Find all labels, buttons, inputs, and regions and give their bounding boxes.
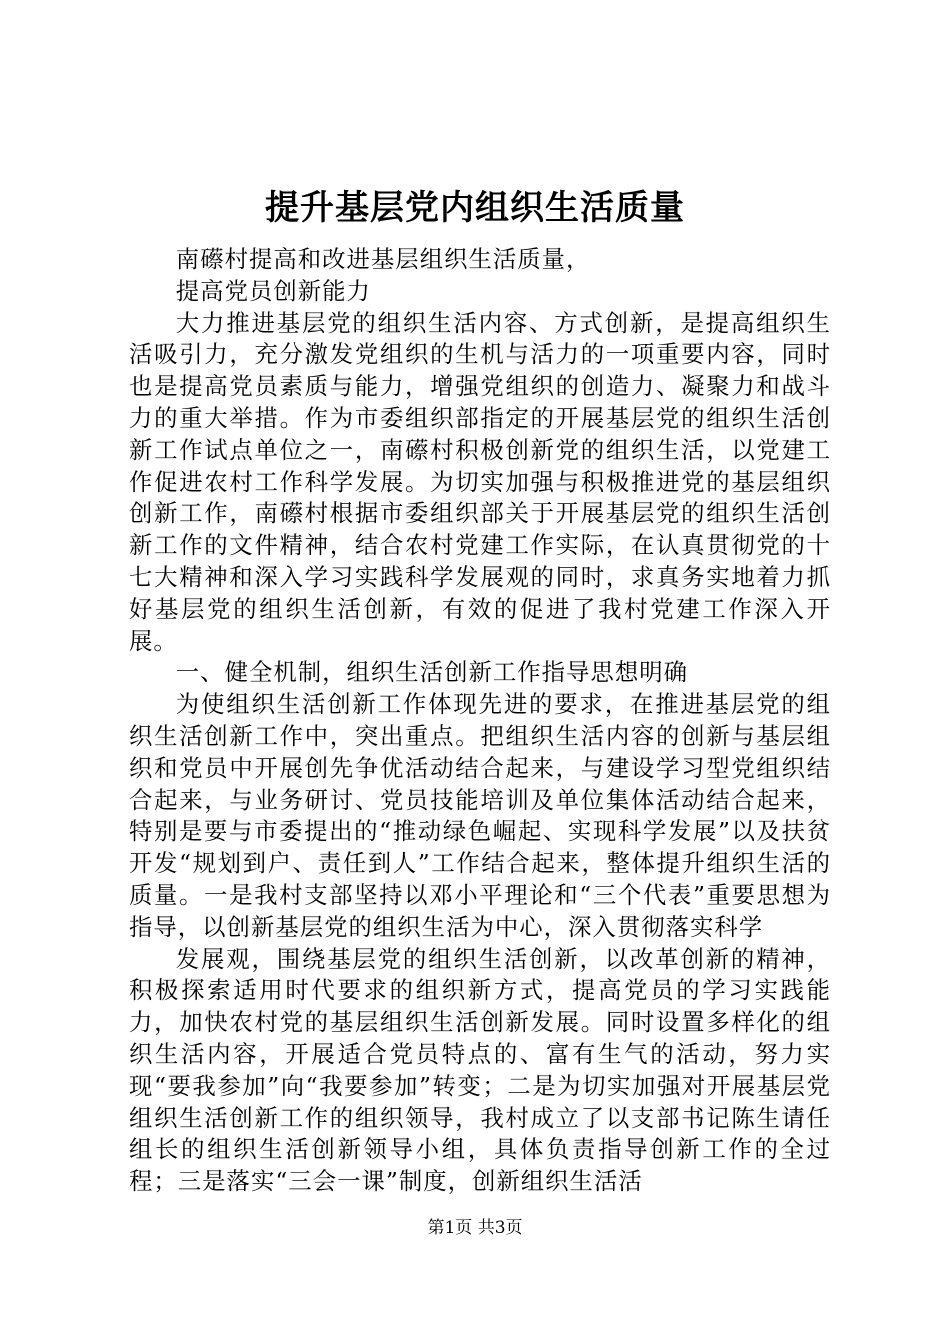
document-body: [129, 244, 831, 1198]
paragraph-section-1-a: 为使组织生活创新工作体现先进的要求，在推进基层党的组织生活创新工作中，突出重点。把组织生活内容的创新与基层组织和党员中开展创先争优活动结合起来，与建设学习型党组织结合起来，与业务研讨、党员技能培训及单位集体活动结合起来，特别是要与市委提出的“推动绿色崛起、实现科学发展”以及扶贫开发“规划到户、责任到人”工作结合起来，整体提升组织生活的质量。一是我村支部坚持以邓小平理论和“三个代表”重要思想为指导，以创新基层党的组织生活为中心，深入贯彻落实科学: [129, 690, 831, 941]
section-heading-1: 一、健全机制，组织生活创新工作指导思想明确: [175, 658, 688, 687]
paragraph-section-1-b: 发展观，围绕基层党的组织生活创新，以改革创新的精神，积极探索适用时代要求的组织新方式，提高党员的学习实践能力，加快农村党的基层组织生活创新发展。同时设置多样化的组织生活内容，开展适合党员特点的、富有生气的活动，努力实现“要我参加”向“我要参加”转变；二是为切实加强对开展基层党组织生活创新工作的组织领导，我村成立了以支部书记陈生请任组长的组织生活创新领导小组，具体负责指导创新工作的全过程；三是落实“三会一课”制度，创新组织生活活: [129, 944, 831, 1196]
paragraph-intro: 大力推进基层党的组织生活内容、方式创新，是提高组织生活吸引力，充分激发党组织的生机与活力的一项重要内容，同时也是提高党员素质与能力，增强党组织的创造力、凝聚力和战斗力的重大举措。作为市委组织部指定的开展基层党的组织生活创新工作试点单位之一，南礤村积极创新党的组织生活，以党建工作促进农村工作科学发展。为切实加强与积极推进党的基层组织创新工作，南礤村根据市委组织部关于开展基层党的组织生活创新工作的文件精神，结合农村党建工作实际，在认真贯彻党的十七大精神和深入学习实践科学发展观的同时，求真务实地着力抓好基层党的组织生活创新，有效的促进了我村党建工作深入开展。: [129, 308, 831, 655]
paragraph-subtitle-line-1: 南礤村提高和改进基层组织生活质量，: [175, 245, 591, 273]
page-footer: [0, 1216, 950, 1240]
document-title: 提升基层党内组织生活质量: [265, 188, 685, 228]
page-number: 第1页 共3页: [427, 1218, 523, 1238]
paragraph-subtitle-line-2: 提高党员创新能力: [175, 276, 371, 305]
